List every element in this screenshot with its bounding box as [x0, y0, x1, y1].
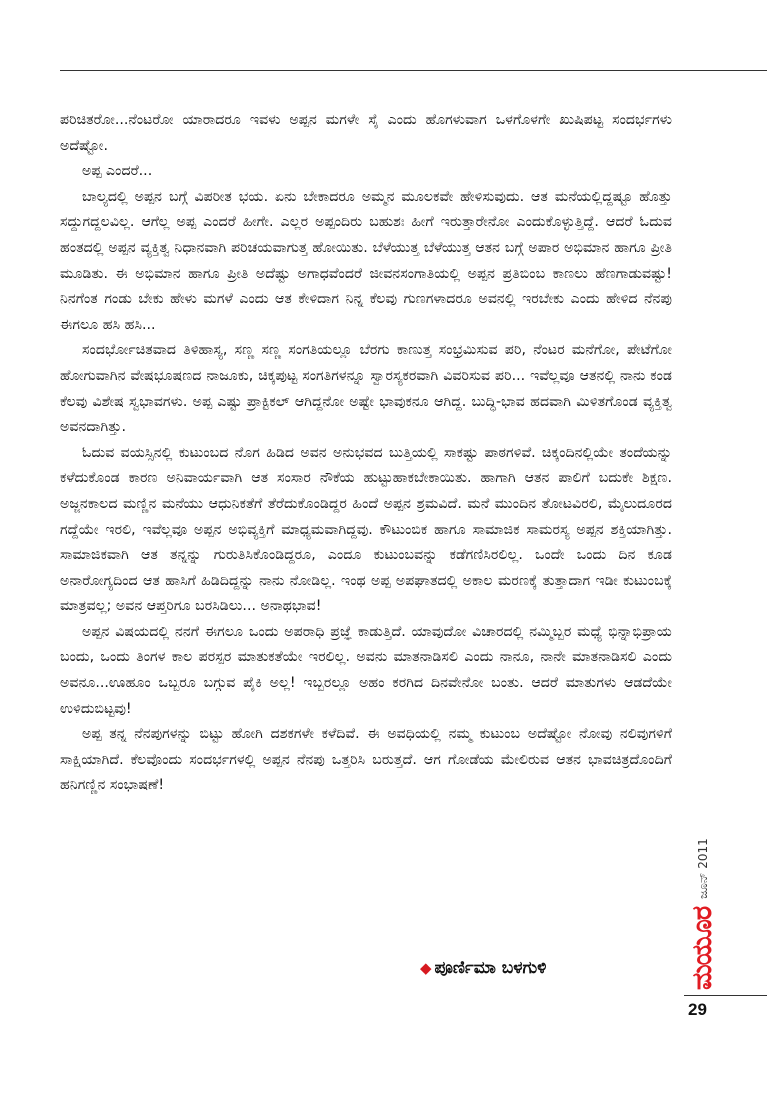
- author-name: ಪೂರ್ಣಿಮಾ ಬಳಗುಳಿ: [434, 958, 547, 978]
- author-byline: [420, 958, 546, 978]
- paragraph: ಪರಿಚಿತರೋ...ನೆಂಟರೋ ಯಾರಾದರೂ ಇವಳು ಅಪ್ಪನ ಮಗಳೇ ಸೈ ಎಂದು ಹೊಗಳುವಾಗ ಒಳಗೊಳಗೇ ಖುಷಿಪಟ್ಟ ಸಂದರ್ಭಗಳು ಅದೆಷ್ಟೋ.: [60, 112, 672, 154]
- magazine-side-label: [671, 800, 731, 990]
- paragraph: ಅಪ್ಪ ಎಂದರೆ...: [82, 163, 153, 180]
- article-body: [60, 108, 672, 799]
- magazine-logo: ಮಯೂರ: [687, 906, 718, 990]
- paragraph: ಓದುವ ವಯಸ್ಸಿನಲ್ಲಿ ಕುಟುಂಬದ ನೊಗ ಹಿಡಿದ ಅವನ ಅನುಭವದ ಬುತ್ತಿಯಲ್ಲಿ ಸಾಕಷ್ಟು ಪಾಠಗಳಿವೆ. ಚಿಕ್ಕಂದಿನಲ್ಲಿಯೇ ತಂದೆಯನ್ನು ಕಳೆದುಕೊಂಡ ಕಾರಣ ಅನಿವಾರ್ಯವಾಗಿ ಆತ ಸಂಸಾರ ನೌಕೆಯ ಹುಟ್ಟುಹಾಕಬೇಕಾಯಿತು. ಹಾಗಾಗಿ ಆತನ ಪಾಲಿಗೆ ಬದುಕೇ ಶಿಕ್ಷಣ. ಅಜ್ಜನಕಾಲದ ಮಣ್ಣಿನ ಮನೆಯು ಆಧುನಿಕತೆಗೆ ತೆರೆದುಕೊಂಡಿದ್ದರ ಹಿಂದೆ ಅಪ್ಪನ ಶ್ರಮವಿದೆ. ಮನೆ ಮುಂದಿನ ತೋಟವಿರಲಿ, ಮೈಲುದೂರದ ಗದ್ದೆಯೇ ಇರಲಿ, ಇವೆಲ್ಲವೂ ಅಪ್ಪನ ಅಭಿವ್ಯಕ್ತಿಗೆ ಮಾಧ್ಯಮವಾಗಿದ್ದವು. ಕೌಟುಂಬಿಕ ಹಾಗೂ ಸಾಮಾಜಿಕ ಸಾಮರಸ್ಯ ಅಪ್ಪನ ಶಕ್ತಿಯಾಗಿತ್ತು. ಸಾಮಾಜಿಕವಾಗಿ ಆತ ತನ್ನನ್ನು ಗುರುತಿಸಿಕೊಂಡಿದ್ದರೂ, ಎಂದೂ ಕುಟುಂಬವನ್ನು ಕಡೆಗಣಿಸಿರಲಿಲ್ಲ. ಒಂದೇ ಒಂದು ದಿನ ಕೂಡ ಅನಾರೋಗ್ಯದಿಂದ ಆತ ಹಾಸಿಗೆ ಹಿಡಿದಿದ್ದನ್ನು ನಾನು ನೋಡಿಲ್ಲ. ಇಂಥ ಅಪ್ಪ ಅಪಘಾತದಲ್ಲಿ ಅಕಾಲ ಮರಣಕ್ಕೆ ತುತ್ತಾದಾಗ ಇಡೀ ಕುಟುಂಬಕ್ಕೆ ಮಾತ್ರವಲ್ಲ; ಅವನ ಆಪ್ತರಿಗೂ ಬರಸಿಡಿಲು... ಅನಾಥಭಾವ!: [60, 444, 672, 615]
- page-number: 29: [688, 1000, 707, 1019]
- paragraph: ಅಪ್ಪನ ವಿಷಯದಲ್ಲಿ ನನಗೆ ಈಗಲೂ ಒಂದು ಅಪರಾಧಿ ಪ್ರಜ್ಞೆ ಕಾಡುತ್ತಿದೆ. ಯಾವುದೋ ವಿಚಾರದಲ್ಲಿ ನಮ್ಮಿಬ್ಬರ ಮಧ್ಯೆ ಭಿನ್ನಾಭಿಪ್ರಾಯ ಬಂದು, ಒಂದು ತಿಂಗಳ ಕಾಲ ಪರಸ್ಪರ ಮಾತುಕತೆಯೇ ಇರಲಿಲ್ಲ. ಅವನು ಮಾತನಾಡಿಸಲಿ ಎಂದು ನಾನೂ, ನಾನೇ ಮಾತನಾಡಿಸಲಿ ಎಂದು ಅವನೂ...ಊಹೂಂ ಒಬ್ಬರೂ ಬಗ್ಗುವ ಪೈಕಿ ಅಲ್ಲ! ಇಬ್ಬರಲ್ಲೂ ಅಹಂ ಕರಗಿದ ದಿನವೇನೋ ಬಂತು. ಆದರೆ ಮಾತುಗಳು ಆಡದೆಯೇ ಉಳಿದುಬಿಟ್ಟವು!: [60, 623, 672, 717]
- paragraph: ಸಂದರ್ಭೋಚಿತವಾದ ತಿಳಿಹಾಸ್ಯ, ಸಣ್ಣ ಸಣ್ಣ ಸಂಗತಿಯಲ್ಲೂ ಬೆರಗು ಕಾಣುತ್ತ ಸಂಭ್ರಮಿಸುವ ಪರಿ, ನೆಂಟರ ಮನೆಗೋ, ಪೇಟೆಗೋ ಹೋಗುವಾಗಿನ ವೇಷಭೂಷಣದ ನಾಜೂಕು, ಚಿಕ್ಕಪುಟ್ಟ ಸಂಗತಿಗಳನ್ನೂ ಸ್ವಾರಸ್ಯಕರವಾಗಿ ವಿವರಿಸುವ ಪರಿ... ಇವೆಲ್ಲವೂ ಆತನಲ್ಲಿ ನಾನು ಕಂಡ ಕೆಲವು ವಿಶೇಷ ಸ್ವಭಾವಗಳು. ಅಪ್ಪ ಎಷ್ಟು ಪ್ರಾಕ್ಟಿಕಲ್ ಆಗಿದ್ದನೋ ಅಷ್ಟೇ ಭಾವುಕನೂ ಆಗಿದ್ದ. ಬುದ್ಧಿ-ಭಾವ ಹದವಾಗಿ ಮಿಳಿತಗೊಂಡ ವ್ಯಕ್ತಿತ್ವ ಅವನದಾಗಿತ್ತು.: [60, 342, 672, 436]
- paragraph: ಅಪ್ಪ ತನ್ನ ನೆನಪುಗಳನ್ನು ಬಿಟ್ಟು ಹೋಗಿ ದಶಕಗಳೇ ಕಳೆದಿವೆ. ಈ ಅವಧಿಯಲ್ಲಿ ನಮ್ಮ ಕುಟುಂಬ ಅದೆಷ್ಟೋ ನೋವು ನಲಿವುಗಳಿಗೆ ಸಾಕ್ಷಿಯಾಗಿದೆ. ಕೆಲವೊಂದು ಸಂದರ್ಭಗಳಲ್ಲಿ ಅಪ್ಪನ ನೆನಪು ಒತ್ತರಿಸಿ ಬರುತ್ತದೆ. ಆಗ ಗೋಡೆಯ ಮೇಲಿರುವ ಆತನ ಭಾವಚಿತ್ರದೊಂದಿಗೆ ಹನಿಗಣ್ಣಿನ ಸಂಭಾಷಣೆ!: [60, 726, 672, 794]
- issue-date: ಜೂನ್ 2011: [695, 838, 710, 899]
- diamond-bullet-icon: ◆: [420, 959, 432, 977]
- footer-rule: [684, 995, 767, 996]
- paragraph: ಬಾಲ್ಯದಲ್ಲಿ ಅಪ್ಪನ ಬಗ್ಗೆ ವಿಪರೀತ ಭಯ. ಏನು ಬೇಕಾದರೂ ಅಮ್ಮನ ಮೂಲಕವೇ ಹೇಳಿಸುವುದು. ಆತ ಮನೆಯಲ್ಲಿದ್ದಷ್ಟೂ ಹೊತ್ತು ಸದ್ದುಗದ್ದಲವಿಲ್ಲ. ಆಗೆಲ್ಲ ಅಪ್ಪ ಎಂದರೆ ಹೀಗೇ. ಎಲ್ಲರ ಅಪ್ಪಂದಿರು ಬಹುಶಃ ಹೀಗೆ ಇರುತ್ತಾರೇನೋ ಎಂದುಕೊಳ್ಳುತ್ತಿದ್ದೆ. ಆದರೆ ಓದುವ ಹಂತದಲ್ಲಿ ಅಪ್ಪನ ವ್ಯಕ್ತಿತ್ವ ನಿಧಾನವಾಗಿ ಪರಿಚಯವಾಗುತ್ತ ಹೋಯಿತು. ಬೆಳೆಯುತ್ತ ಬೆಳೆಯುತ್ತ ಆತನ ಬಗ್ಗೆ ಅಪಾರ ಅಭಿಮಾನ ಹಾಗೂ ಪ್ರೀತಿ ಮೂಡಿತು. ಈ ಅಭಿಮಾನ ಹಾಗೂ ಪ್ರೀತಿ ಅದೆಷ್ಟು ಅಗಾಧವೆಂದರೆ ಜೀವನಸಂಗಾತಿಯಲ್ಲಿ ಅಪ್ಪನ ಪ್ರತಿಬಿಂಬ ಕಾಣಲು ಹೆಣಗಾಡುವಷ್ಟು! ನಿನಗೆಂತ ಗಂಡು ಬೇಕು ಹೇಳು ಮಗಳೆ ಎಂದು ಆತ ಕೇಳಿದಾಗ ನಿನ್ನ ಕೆಲವು ಗುಣಗಳಾದರೂ ಅವನಲ್ಲಿ ಇರಬೇಕು ಎಂದು ಹೇಳಿದ ನೆನಪು ಈಗಲೂ ಹಸಿ ಹಸಿ...: [60, 188, 672, 333]
- top-rule: [60, 70, 767, 71]
